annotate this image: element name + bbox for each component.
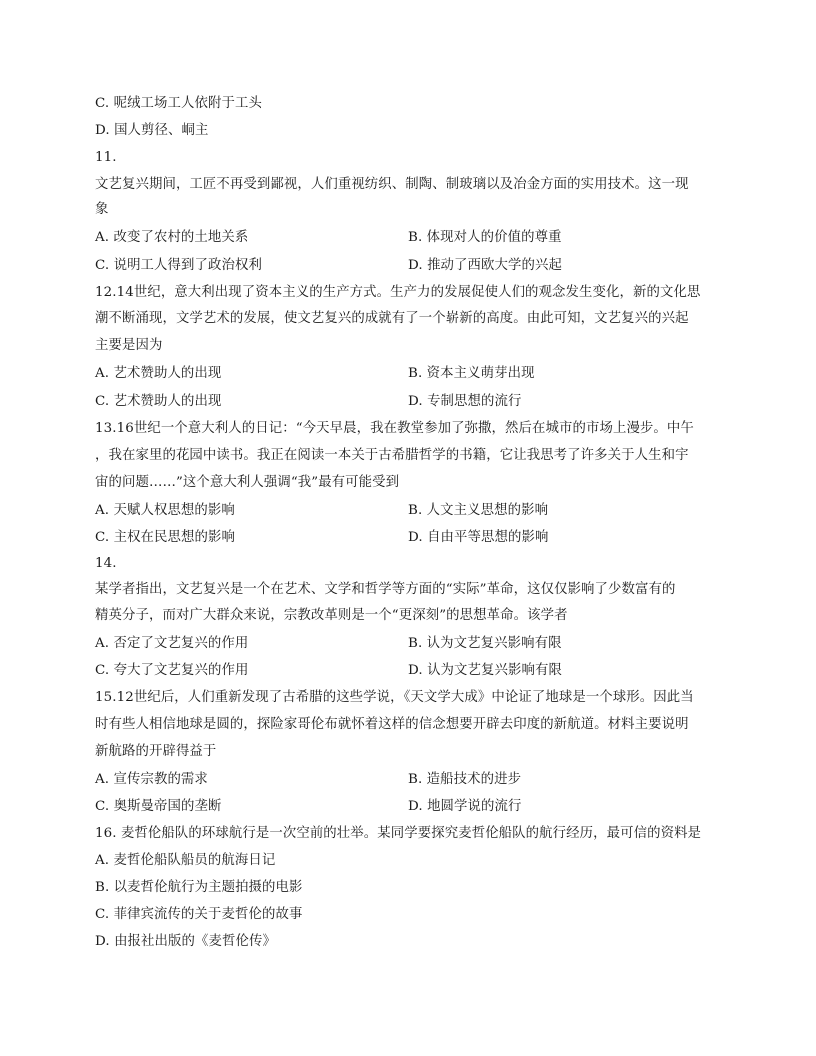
question-12-stem-line-3: 主要是因为	[95, 338, 163, 353]
question-14-stem-line-1: 某学者指出，文艺复兴是一个在艺术、文学和哲学等方面的“实际”革命，这仅仅影响了少数富有的	[95, 582, 676, 597]
option-d-prev: D. 国人剪径、峒主	[95, 123, 209, 138]
question-14-option-a: A. 否定了文艺复兴的作用	[95, 636, 249, 651]
question-11-stem-line-2: 象	[95, 202, 109, 217]
question-13-option-b: B. 人文主义思想的影响	[408, 503, 549, 518]
question-16-option-b: B. 以麦哲伦航行为主题拍摄的电影	[95, 880, 303, 895]
question-11-option-b: B. 体现对人的价值的尊重	[408, 230, 562, 245]
question-14-stem-line-2: 精英分子，而对广大群众来说，宗教改革则是一个“更深刻”的思想革命。该学者	[95, 608, 568, 623]
question-13-stem-line-1: 13.16世纪一个意大利人的日记：“今天早晨，我在教堂参加了弥撒，然后在城市的市场上漫步。中午	[95, 421, 694, 436]
question-11-option-d: D. 推动了西欧大学的兴起	[408, 258, 562, 273]
question-16-option-a: A. 麦哲伦船队船员的航海日记	[95, 853, 276, 868]
question-16-option-c: C. 菲律宾流传的关于麦哲伦的故事	[95, 907, 303, 922]
question-12-option-d: D. 专制思想的流行	[408, 394, 522, 409]
question-16-stem-line-1: 16. 麦哲伦船队的环球航行是一次空前的壮举。某同学要探究麦哲伦船队的航行经历，最可信的资料是	[95, 826, 702, 841]
question-15-option-d: D. 地圆学说的流行	[408, 799, 522, 814]
question-15-option-a: A. 宣传宗教的需求	[95, 772, 208, 787]
question-14-option-b: B. 认为文艺复兴影响有限	[408, 636, 562, 651]
option-c-prev: C. 呢绒工场工人依附于工头	[95, 96, 262, 111]
question-13-stem-line-2: ，我在家里的花园中读书。我正在阅读一本关于古希腊哲学的书籍，它让我思考了许多关于人生和宇	[95, 448, 689, 463]
question-13-stem-line-3: 宙的问题……”这个意大利人强调“我”最有可能受到	[95, 475, 400, 490]
question-13-option-d: D. 自由平等思想的影响	[408, 530, 549, 545]
question-12-option-c: C. 艺术赞助人的出现	[95, 394, 222, 409]
question-14-option-d: D. 认为文艺复兴影响有限	[408, 663, 562, 678]
question-13-option-a: A. 天赋人权思想的影响	[95, 503, 235, 518]
question-15-option-b: B. 造船技术的进步	[408, 772, 522, 787]
question-12-stem-line-2: 潮不断涌现，文学艺术的发展，使文艺复兴的成就有了一个崭新的高度。由此可知，文艺复兴的兴起	[95, 311, 689, 326]
question-11-stem-line-1: 文艺复兴期间，工匠不再受到鄙视，人们重视纺织、制陶、制玻璃以及冶金方面的实用技术。这一现	[95, 177, 689, 192]
question-15-option-c: C. 奥斯曼帝国的垄断	[95, 799, 222, 814]
question-15-stem-line-1: 15.12世纪后，人们重新发现了古希腊的这些学说，《天文学大成》中论证了地球是一个球形。因此当	[95, 690, 694, 705]
question-11-option-a: A. 改变了农村的土地关系	[95, 230, 249, 245]
question-14-number: 14.	[95, 556, 117, 571]
question-11-option-c: C. 说明工人得到了政治权利	[95, 258, 262, 273]
question-15-stem-line-2: 时有些人相信地球是圆的，探险家哥伦布就怀着这样的信念想要开辟去印度的新航道。材料主要说明	[95, 717, 689, 732]
question-12-stem-line-1: 12.14世纪，意大利出现了资本主义的生产方式。生产力的发展促使人们的观念发生变化，新的文化思	[95, 285, 701, 300]
question-16-option-d: D. 由报社出版的《麦哲伦传》	[95, 934, 276, 949]
question-12-option-b: B. 资本主义萌芽出现	[408, 366, 535, 381]
question-14-option-c: C. 夸大了文艺复兴的作用	[95, 663, 249, 678]
question-11-number: 11.	[95, 150, 117, 165]
question-15-stem-line-3: 新航路的开辟得益于	[95, 744, 217, 759]
question-13-option-c: C. 主权在民思想的影响	[95, 530, 235, 545]
question-12-option-a: A. 艺术赞助人的出现	[95, 366, 222, 381]
